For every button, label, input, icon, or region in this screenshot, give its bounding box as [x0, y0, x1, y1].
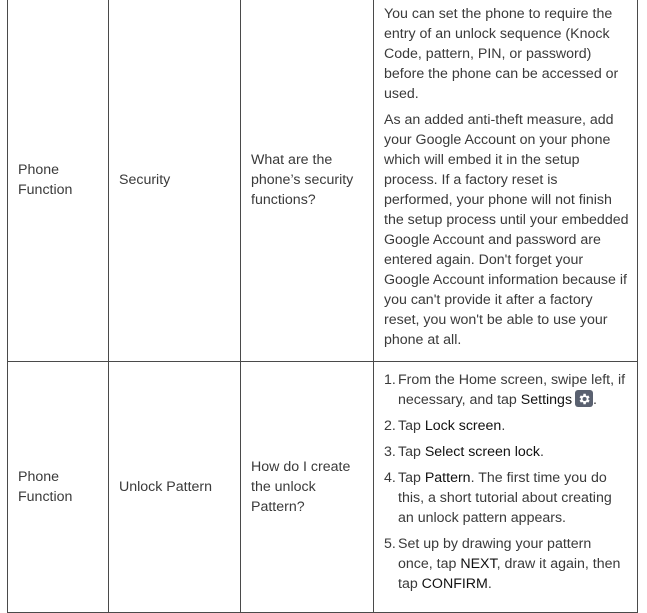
step-bold: Select screen lock — [424, 444, 540, 460]
question-cell — [241, 0, 374, 362]
step-text: . — [593, 392, 597, 408]
step-text: . The first time you do this, a short tutorial about creating an unlock pattern appears. — [398, 470, 612, 526]
answer-paragraph: As an added anti-theft measure, add your Google Account on your phone which will embed it in the setup process. If a factory reset is performed, your phone will not finish the setup process until your embedded Google Account and password are entered again. Don't forget your Google Account information because if you can't provide it after a factory reset, you won't be able to use your phone at all. — [384, 112, 629, 348]
step-number: 1. — [384, 372, 396, 388]
step-bold: Pattern — [424, 470, 471, 486]
category-cell — [8, 362, 109, 613]
answer-cell — [374, 0, 638, 362]
step-item — [384, 534, 629, 594]
step-text: Tap — [398, 418, 425, 434]
step-number: 5. — [384, 536, 396, 552]
step-item — [384, 442, 629, 462]
category-cell — [8, 0, 109, 362]
category-text: Phone Function — [18, 469, 73, 505]
step-text: . — [487, 576, 492, 592]
gear-icon — [575, 390, 593, 407]
topic-cell — [109, 362, 241, 613]
topic-text: Unlock Pattern — [119, 479, 213, 495]
table-row — [8, 0, 638, 362]
answer-paragraph: You can set the phone to require the entry of an unlock sequence (Knock Code, pattern, PIN, or password) before the phone can be accessed or used. — [384, 6, 619, 102]
topic-text: Security — [119, 172, 171, 188]
question-text: What are the phone’s security functions? — [251, 152, 354, 208]
step-text: Set up by drawing your pattern once, tap — [398, 536, 592, 572]
question-text: How do I create the unlock Pattern? — [251, 459, 351, 515]
step-text: Tap — [398, 444, 425, 460]
faq-table — [7, 0, 638, 613]
step-text: . — [501, 418, 506, 434]
question-cell — [241, 362, 374, 613]
step-bold: Lock screen — [424, 418, 502, 434]
step-item — [384, 468, 629, 528]
step-text: Tap — [398, 470, 425, 486]
answer-cell — [374, 362, 638, 613]
step-number: 4. — [384, 470, 396, 486]
step-bold: Settings — [520, 392, 573, 408]
steps-list — [384, 370, 629, 594]
step-bold: CONFIRM — [421, 576, 488, 592]
step-text: From the Home screen, swipe left, if necessary, and tap — [398, 372, 626, 408]
topic-cell — [109, 0, 241, 362]
step-number: 3. — [384, 444, 396, 460]
step-item — [384, 370, 629, 410]
step-text: , draw it again, then tap — [398, 556, 621, 592]
step-bold: NEXT — [460, 556, 497, 572]
category-text: Phone Function — [18, 162, 73, 198]
step-text: . — [539, 444, 544, 460]
step-number: 2. — [384, 418, 396, 434]
step-item — [384, 416, 629, 436]
table-row — [8, 362, 638, 613]
